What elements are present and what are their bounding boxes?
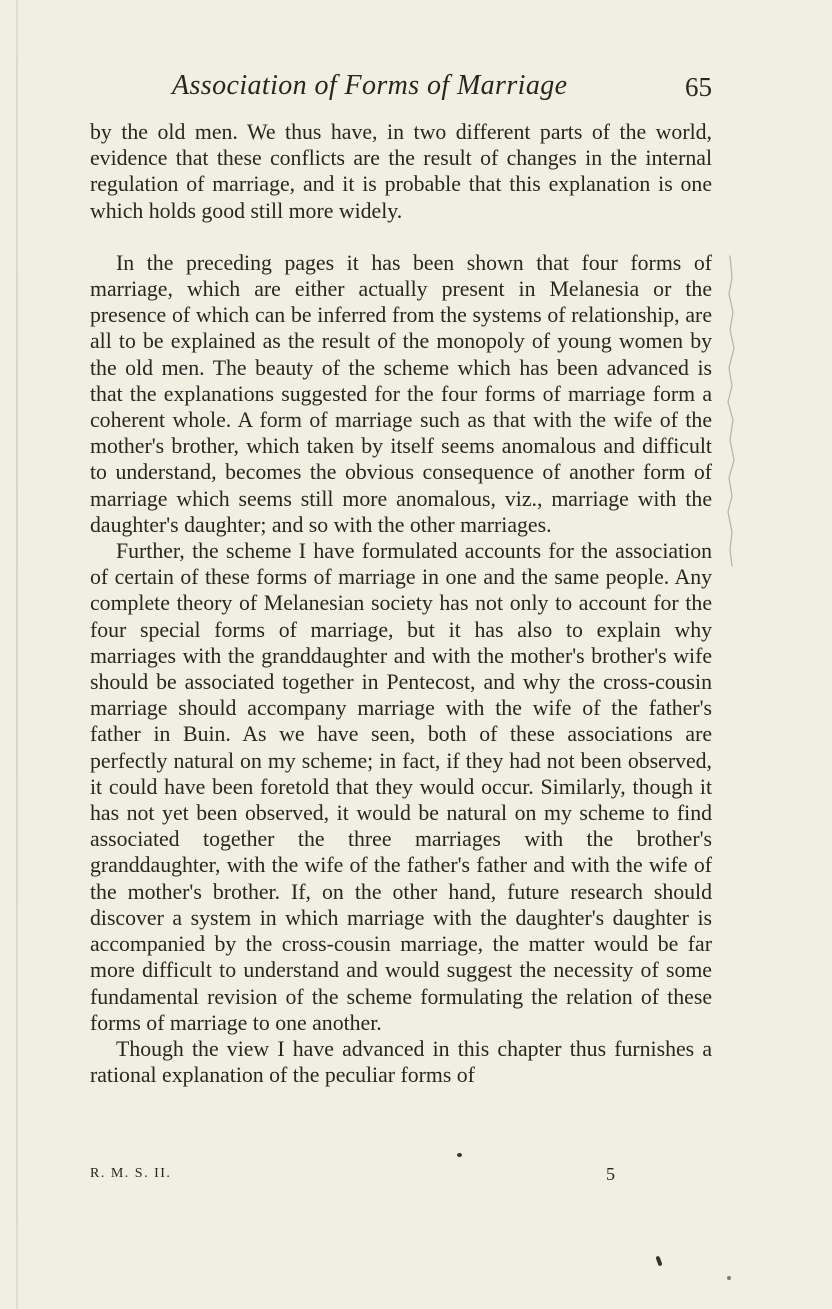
ink-speck <box>727 1276 731 1280</box>
margin-pencil-mark <box>722 250 744 570</box>
paragraph: Though the view I have advanced in this chapter thus furnishes a rational explanation of the peculiar forms of <box>90 1036 712 1088</box>
signature-mark: R. M. S. II. <box>90 1166 172 1181</box>
page-footer <box>90 1166 712 1190</box>
paragraph-continued: by the old men. We thus have, in two different parts of the world, evidence that these conflicts are the result of changes in the internal regulation of marriage, and it is probable that this explanation is one which holds good still more widely. <box>90 120 712 223</box>
page-binding-edge <box>16 0 18 1309</box>
ink-speck <box>457 1153 462 1157</box>
paragraph: In the preceding pages it has been shown that four forms of marriage, which are either actually present in Melanesia or the presence of which can be inferred from the systems of relationship, are all to be explained as the result of the monopoly of young women by the old men. The beauty of the scheme which has been advanced is that the explanations suggested for the four forms of marriage form a coherent whole. A form of marriage such as that with the wife of the mother's brother, which taken by itself seems anomalous and difficult to understand, becomes the obvious consequence of another form of marriage which seems still more anomalous, viz., marriage with the daughter's daughter; and so with the other marriages. <box>90 250 712 537</box>
page-number: 65 <box>685 72 712 102</box>
ink-speck <box>655 1256 662 1267</box>
sheet-number: 5 <box>606 1164 615 1184</box>
body-text <box>90 119 712 1088</box>
running-title: Association of Forms of Marriage <box>172 70 568 101</box>
running-head <box>90 70 712 110</box>
paragraph: Further, the scheme I have formulated accounts for the association of certain of these forms of marriage in one and the same people. Any complete theory of Melanesian society has not only to account for the four special forms of marriage, but it has also to explain why marriages with the granddaughter and with the mother's brother's wife should be associated together in Pentecost, and why the cross-cousin marriage should accompany marriage with the wife of the father's father in Buin. As we have seen, both of these associations are perfectly natural on my scheme; in fact, if they had not been observed, it could have been foretold that they would occur. Similarly, though it has not yet been observed, it would be natural on my scheme to find associated together the three marriages with the brother's granddaughter, with the wife of the father's father and with the wife of the mother's brother. If, on the other hand, future research should discover a system in which marriage with the daughter's daughter is accompanied by the cross-cousin marriage, the matter would be far more difficult to understand and would suggest the necessity of some fundamental revision of the scheme formulating the relation of these forms of marriage to one another. <box>90 539 712 1035</box>
